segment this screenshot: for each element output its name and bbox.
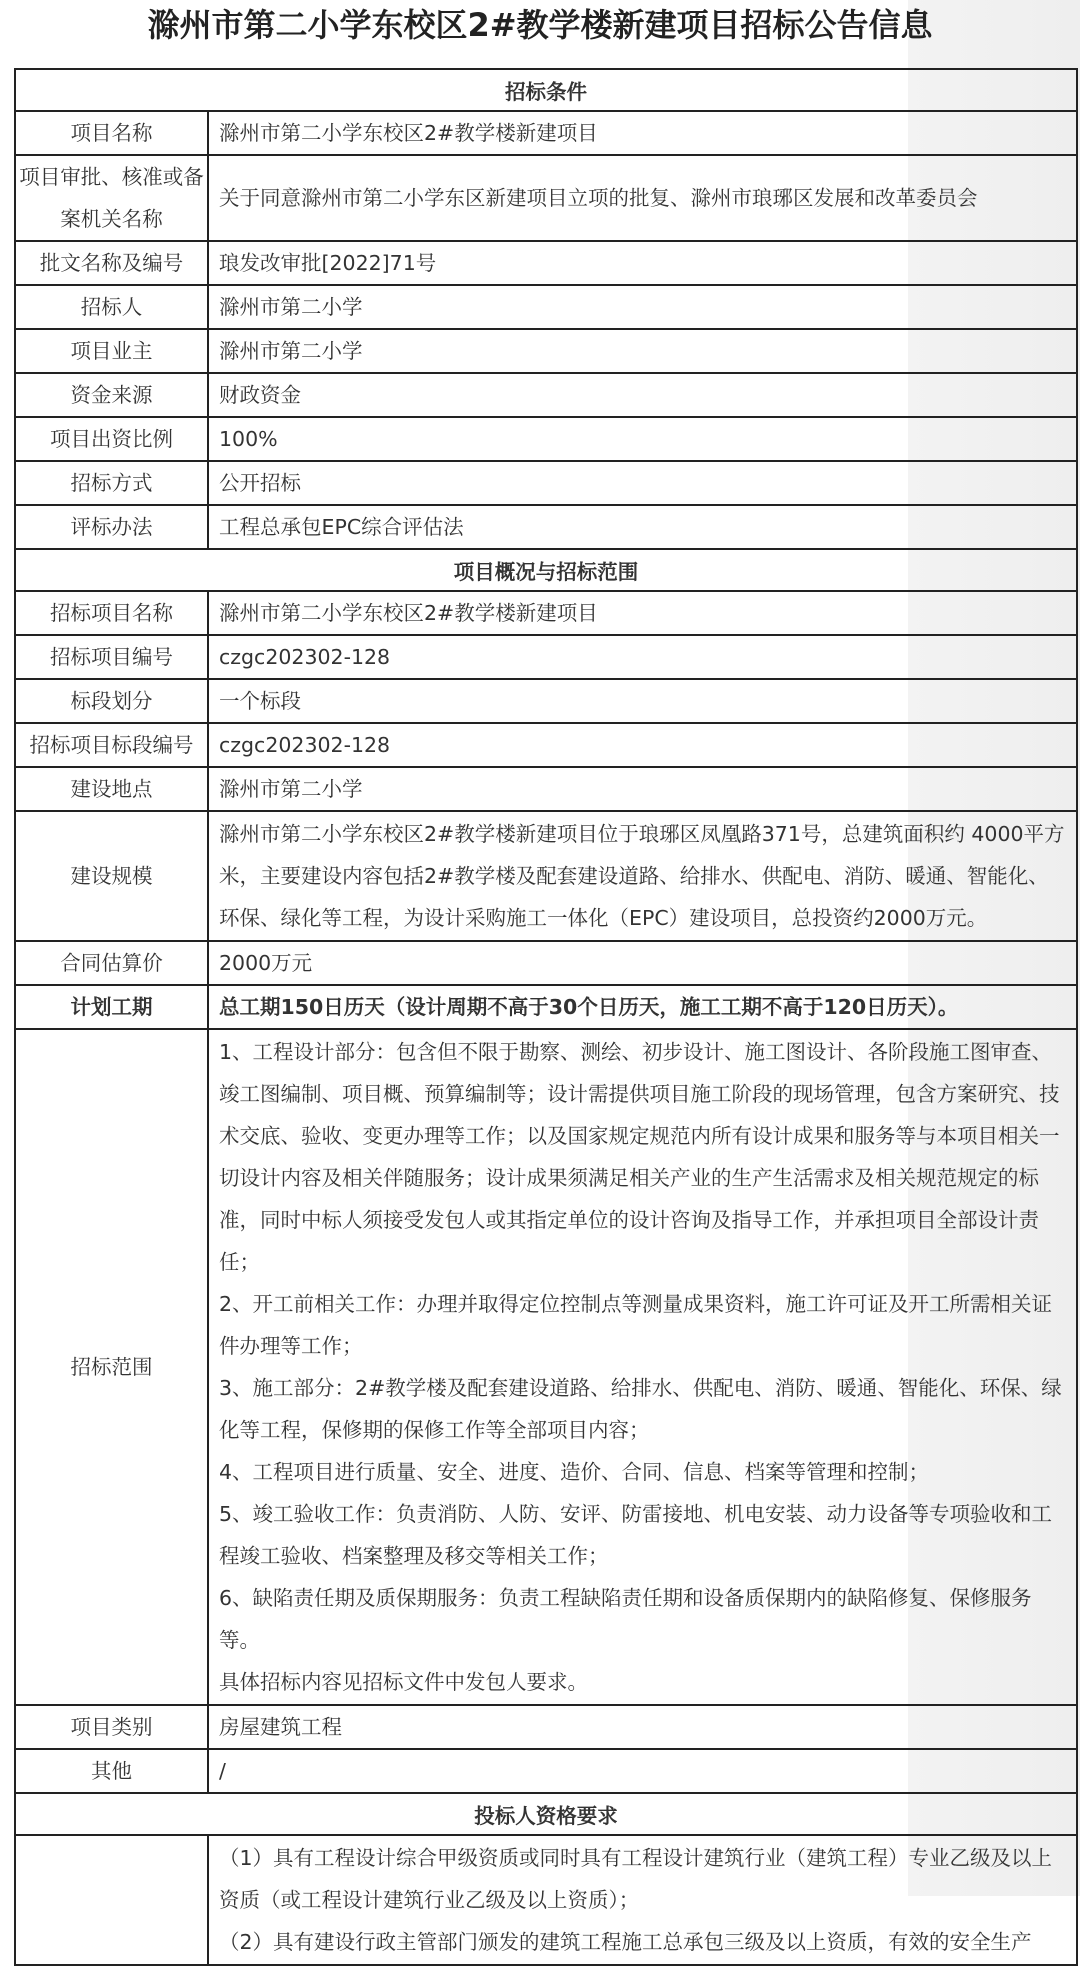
row-label: 建设地点 bbox=[15, 767, 208, 811]
table-row bbox=[15, 767, 1077, 811]
row-value: 滁州市第二小学 bbox=[208, 285, 1077, 329]
table-row bbox=[15, 329, 1077, 373]
scope-item: 4、工程项目进行质量、安全、进度、造价、合同、信息、档案等管理和控制； bbox=[219, 1460, 930, 1484]
row-label: 招标项目编号 bbox=[15, 635, 208, 679]
table-row bbox=[15, 591, 1077, 635]
scope-content bbox=[208, 1029, 1077, 1705]
row-value: 滁州市第二小学东校区2#教学楼新建项目位于琅琊区凤凰路371号，总建筑面积约 4000平方米，主要建设内容包括2#教学楼及配套建设道路、给排水、供配电、消防、暖通、智能化、环保、绿化等工程，为设计采购施工一体化（EPC）建设项目，总投资约2000万元。 bbox=[208, 811, 1077, 941]
table-row bbox=[15, 635, 1077, 679]
table-row bbox=[15, 985, 1077, 1029]
row-value: / bbox=[208, 1749, 1077, 1793]
table-row bbox=[15, 811, 1077, 941]
row-label: 项目名称 bbox=[15, 111, 208, 155]
row-label: 其他 bbox=[15, 1749, 208, 1793]
qualification-row bbox=[15, 1793, 1077, 1835]
bid-conditions-heading: 招标条件 bbox=[15, 69, 1077, 111]
table-row bbox=[15, 285, 1077, 329]
table-row bbox=[15, 111, 1077, 155]
row-value: 财政资金 bbox=[208, 373, 1077, 417]
table-row bbox=[15, 1835, 1077, 1965]
row-value: 100% bbox=[208, 417, 1077, 461]
row-value: 2000万元 bbox=[208, 941, 1077, 985]
row-value: 房屋建筑工程 bbox=[208, 1705, 1077, 1749]
row-label: 招标人 bbox=[15, 285, 208, 329]
row-value: czgc202302-128 bbox=[208, 635, 1077, 679]
row-label: 计划工期 bbox=[15, 985, 208, 1029]
row-value: 工程总承包EPC综合评估法 bbox=[208, 505, 1077, 549]
row-label: 招标方式 bbox=[15, 461, 208, 505]
row-value: 滁州市第二小学 bbox=[208, 767, 1077, 811]
row-value: 公开招标 bbox=[208, 461, 1077, 505]
qualification-content bbox=[208, 1835, 1077, 1965]
table-row bbox=[15, 679, 1077, 723]
scope-item: 具体招标内容见招标文件中发包人要求。 bbox=[219, 1670, 588, 1694]
row-label: 招标项目标段编号 bbox=[15, 723, 208, 767]
bid-conditions-row bbox=[15, 69, 1077, 111]
notice-table-container bbox=[14, 68, 1076, 1966]
scope-item: 5、竣工验收工作：负责消防、人防、安评、防雷接地、机电安装、动力设备等专项验收和工程竣工验收、档案整理及移交等相关工作； bbox=[219, 1502, 1053, 1568]
row-label: 资金来源 bbox=[15, 373, 208, 417]
table-row bbox=[15, 461, 1077, 505]
table-row bbox=[15, 505, 1077, 549]
overview-heading: 项目概况与招标范围 bbox=[15, 549, 1077, 591]
row-label: 项目业主 bbox=[15, 329, 208, 373]
table-row bbox=[15, 241, 1077, 285]
table-row bbox=[15, 155, 1077, 241]
row-label: 合同估算价 bbox=[15, 941, 208, 985]
table-row bbox=[15, 1749, 1077, 1793]
overview-row bbox=[15, 549, 1077, 591]
row-label: 项目类别 bbox=[15, 1705, 208, 1749]
table-row bbox=[15, 417, 1077, 461]
table-row bbox=[15, 723, 1077, 767]
qualification-heading: 投标人资格要求 bbox=[15, 1793, 1077, 1835]
row-label: 招标范围 bbox=[15, 1029, 208, 1705]
row-value: 琅发改审批[2022]71号 bbox=[208, 241, 1077, 285]
table-row bbox=[15, 373, 1077, 417]
row-label: 批文名称及编号 bbox=[15, 241, 208, 285]
row-value: 滁州市第二小学东校区2#教学楼新建项目 bbox=[208, 591, 1077, 635]
row-label-empty bbox=[15, 1835, 208, 1965]
page-title: 滁州市第二小学东校区2#教学楼新建项目招标公告信息 bbox=[147, 6, 933, 44]
row-label: 招标项目名称 bbox=[15, 591, 208, 635]
notice-table bbox=[14, 68, 1078, 1966]
row-value: 滁州市第二小学东校区2#教学楼新建项目 bbox=[208, 111, 1077, 155]
row-label: 建设规模 bbox=[15, 811, 208, 941]
row-value: 一个标段 bbox=[208, 679, 1077, 723]
qualification-item: （1）具有工程设计综合甲级资质或同时具有工程设计建筑行业（建筑工程）专业乙级及以上资质（或工程设计建筑行业乙级及以上资质）； bbox=[219, 1846, 1053, 1912]
row-label: 评标办法 bbox=[15, 505, 208, 549]
qualification-item: （2）具有建设行政主管部门颁发的建筑工程施工总承包三级及以上资质，有效的安全生产 bbox=[219, 1930, 1032, 1954]
table-row bbox=[15, 1705, 1077, 1749]
scope-item: 1、工程设计部分：包含但不限于勘察、测绘、初步设计、施工图设计、各阶段施工图审查、竣工图编制、项目概、预算编制等；设计需提供项目施工阶段的现场管理，包含方案研究、技术交底、验收、变更办理等工作；以及国家规定规范内所有设计成果和服务等与本项目相关一切设计内容及相关伴随服务；设计成果须满足相关产业的生产生活需求及相关规范规定的标准，同时中标人须接受发包人或其指定单位的设计咨询及指导工作，并承担项目全部设计责任； bbox=[219, 1040, 1060, 1274]
row-value: 总工期150日历天（设计周期不高于30个日历天，施工工期不高于120日历天）。 bbox=[208, 985, 1077, 1029]
row-value: 滁州市第二小学 bbox=[208, 329, 1077, 373]
table-row bbox=[15, 1029, 1077, 1705]
scope-item: 2、开工前相关工作：办理并取得定位控制点等测量成果资料，施工许可证及开工所需相关证件办理等工作； bbox=[219, 1292, 1053, 1358]
row-value: czgc202302-128 bbox=[208, 723, 1077, 767]
scope-item: 3、施工部分：2#教学楼及配套建设道路、给排水、供配电、消防、暖通、智能化、环保、绿化等工程，保修期的保修工作等全部项目内容； bbox=[219, 1376, 1062, 1442]
row-label: 项目出资比例 bbox=[15, 417, 208, 461]
row-label: 标段划分 bbox=[15, 679, 208, 723]
row-label: 项目审批、核准或备案机关名称 bbox=[15, 155, 208, 241]
row-value: 关于同意滁州市第二小学东区新建项目立项的批复、滁州市琅琊区发展和改革委员会 bbox=[208, 155, 1077, 241]
scope-item: 6、缺陷责任期及质保期服务：负责工程缺陷责任期和设备质保期内的缺陷修复、保修服务等。 bbox=[219, 1586, 1032, 1652]
table-row bbox=[15, 941, 1077, 985]
